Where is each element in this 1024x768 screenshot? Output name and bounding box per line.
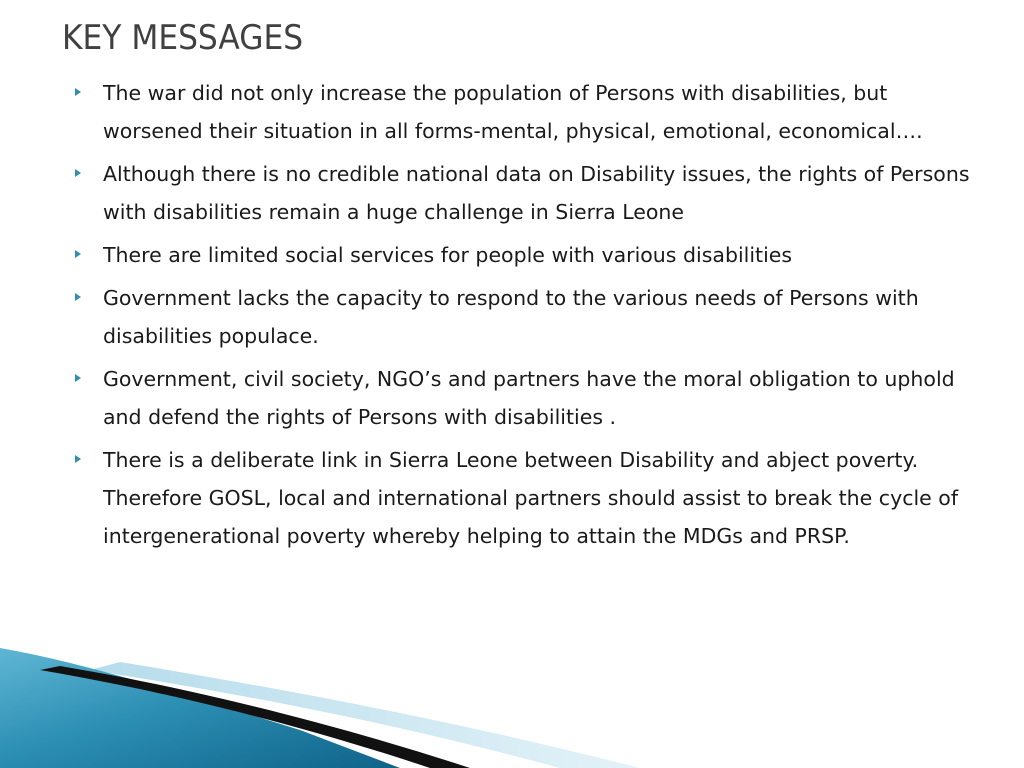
bullet-text: Government, civil society, NGO’s and partners have the moral obligation to uphold and defend the rights of Persons with disabilities . [103,367,955,429]
slide-title: KEY MESSAGES [62,18,304,58]
triangle-right-icon [75,250,81,258]
bullet-text: There are limited social services for people with various disabilities [103,243,793,267]
triangle-right-icon [75,374,81,382]
triangle-right-icon [75,88,81,96]
bullet-item [73,441,973,555]
bullet-text: There is a deliberate link in Sierra Leone between Disability and abject poverty. Therefore GOSL, local and international partners should assist to break the cycle of intergenerational poverty whereby helping to attain the MDGs and PRSP. [103,448,959,548]
bullet-text: The war did not only increase the population of Persons with disabilities, but worsened their situation in all forms-mental, physical, emotional, economical…. [103,81,923,143]
bullet-item [73,74,973,150]
triangle-right-icon [75,169,81,177]
bullet-text: Government lacks the capacity to respond to the various needs of Persons with disabilities populace. [103,286,919,348]
bullet-list [73,74,973,560]
bullet-text: Although there is no credible national data on Disability issues, the rights of Persons with disabilities remain a huge challenge in Sierra Leone [103,162,970,224]
triangle-right-icon [75,293,81,301]
bullet-item [73,279,973,355]
bullet-item [73,155,973,231]
decorative-corner-swoosh [0,600,1024,768]
bullet-item [73,236,973,274]
bullet-item [73,360,973,436]
triangle-right-icon [75,455,81,463]
